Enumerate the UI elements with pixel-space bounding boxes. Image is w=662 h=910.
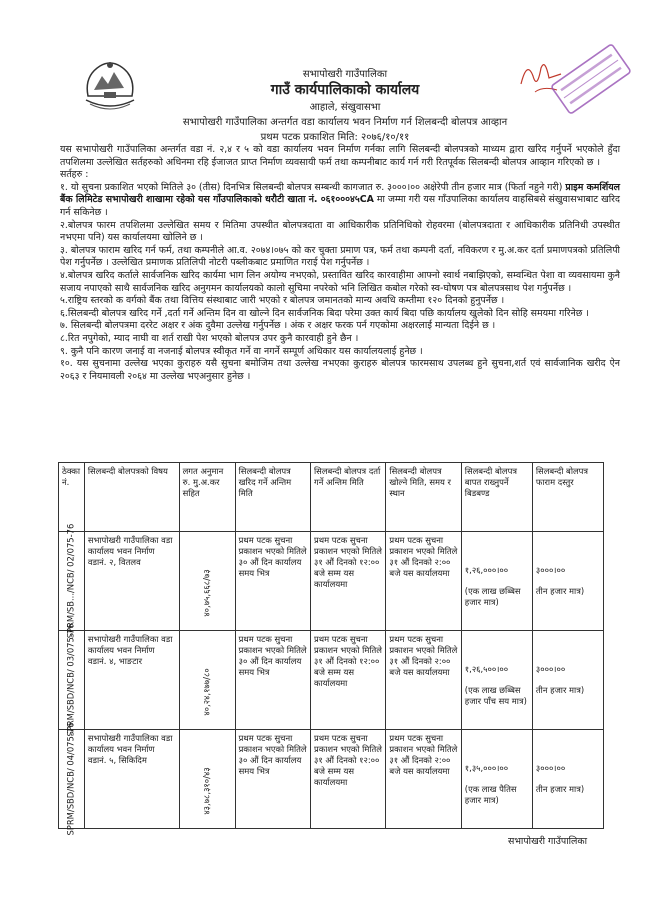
contract-no: SPRM/SBD/NCB/ 03/075-76	[65, 623, 76, 737]
contract-no-cell	[59, 722, 85, 836]
form-fee-amount: ३०००।००	[535, 763, 566, 773]
bid-bond-cell	[461, 532, 532, 631]
form-fee-words: तीन हजार मात्र)	[535, 586, 585, 596]
header-register-deadline: सिलबन्दी बोलपत्र दर्ता गर्ने अन्तिम मिति	[311, 463, 386, 532]
form-fee-amount: ३०००।००	[535, 664, 566, 674]
notice-title: सभापोखरी गाउँपालिका अन्तर्गत वडा कार्यालय भवन निर्माण गर्न शिलबन्दी बोलपत्र आव्हान	[182, 117, 508, 128]
table-row	[59, 532, 604, 631]
tender-table	[58, 462, 604, 836]
intro-paragraph: यस सभापोखरी गाउँपालिका अन्तर्गत वडा नं. २,४ र ५ को वडा कार्यालय भवन निर्माण गर्नका लागि सिलबन्दी बोलपत्रको माध्यम द्वारा खरिद गर्नुपर्ने भएकोले हुँदा तपशिलमा उल्लेखित सर्तहरुको अधिनमा रहि ईजाजत प्राप्त निर्माण व्यवसायी फर्म तथा कम्पनीबाट कार्य गर्न गरी रितपूर्वक सिलबन्दी बोलपत्र आव्हान गरिएको छ ।	[60, 144, 620, 168]
purchase-deadline-cell: प्रथम पटक सुचना प्रकाशन भएको मितिले ३० औं दिन कार्यालय समय भित्र	[235, 730, 310, 829]
table-row	[59, 730, 604, 829]
register-deadline-cell: प्रथम पटक सुचना प्रकाशन भएको मितिले ३१ औं दिनको १२:०० बजे सम्म यस कार्यालयमा	[311, 532, 386, 631]
estimate-cell	[179, 532, 235, 631]
office-address: आहाले, संखुवासभा	[309, 102, 381, 113]
purchase-deadline-cell: प्रथम पटक सुचना प्रकाशन भएको मितिले ३० औं दिन कार्यालय समय भित्र	[235, 532, 310, 631]
header-purchase-deadline: सिलबन्दी बोलपत्र खरिद गर्ने अन्तिम मिति	[235, 463, 310, 532]
table-header-row	[59, 463, 604, 532]
estimate-value: ४०,७५,६६८/७३	[201, 569, 212, 617]
publication-date: प्रथम पटक प्रकाशित मिति: २०७६/१०/११	[260, 132, 410, 143]
bid-bond-amount: १,२६,५००।००	[464, 664, 509, 674]
opening-cell: प्रथम पटक सुचना प्रकाशन भएको मितिले ३१ औं दिनको २:०० बजे यस कार्यालयमा	[386, 631, 461, 730]
condition-3: ३. बोलपत्र फाराम खरिद गर्न फर्म, तथा कम्पनीले आ.व. २०७४।०७५ को कर चुक्ता प्रमाण पत्र, फर्म तथा कम्पनी दर्ता, नविकरण र मु.अ.कर दर्ता प्रमाणपत्रको प्रतिलिपी पेश गर्नुपर्नेछ । उल्लेखित प्रमाणक प्रतिलिपी नोटरी पब्लीकबाट प्रमाणित गराई पेश गर्नुपर्नेछ ।	[60, 244, 620, 269]
bid-bond-amount: १,२६,०००।००	[464, 565, 509, 575]
register-deadline-cell: प्रथम पटक सुचना प्रकाशन भएको मितिले ३१ औं दिनको १२:०० बजे सम्म यस कार्यालयमा	[311, 631, 386, 730]
condition-8: ८.रित नपुगेको, म्याद नाघी वा शर्त राखी पेश भएको बोलपत्र उपर कुनै कारवाही हुने छैन ।	[60, 332, 359, 344]
register-deadline-cell: प्रथम पटक सुचना प्रकाशन भएको मितिले ३१ औं दिनको १२:०० बजे सम्म यस कार्यालयमा	[311, 730, 386, 829]
form-fee-cell	[532, 631, 603, 730]
condition-1-a: १. यो सुचना प्रकाशित भएको मितिले ३० (तीस) दिनभित्र सिलबन्दी बोलपत्र सम्बन्धी कागजात रु. ३०००।०० अक्षेरेपी तीन हजार मात्र (फिर्ता नहुने गरी)	[60, 181, 563, 193]
contract-no: SPRM/SBD/NCB/ 04/075-76	[65, 722, 76, 836]
contract-no-cell	[59, 623, 85, 737]
purchase-deadline-cell: प्रथम पटक सुचना प्रकाशन भएको मितिले ३० औं दिन कार्यालय समय भित्र	[235, 631, 310, 730]
estimate-cell	[179, 730, 235, 829]
form-fee-cell	[532, 730, 603, 829]
opening-cell: प्रथम पटक सुचना प्रकाशन भएको मितिले ३१ औं दिनको २:०० बजे यस कार्यालयमा	[386, 532, 461, 631]
government-emblem-icon	[82, 56, 138, 116]
condition-10: १०. यस सुचनामा उल्लेख भएका कुराहरु यसै सुचना बमोजिम तथा उल्लेख नभएका कुराहरु बोलपत्र फारमसाथ उपलब्ध हुने सुचना,शर्त एवं सार्वजानिक खरीद ऐन २०६३ र नियमावली २०६४ मा उल्लेख भएअनुसार हुनेछ ।	[60, 358, 620, 382]
form-fee-words: तीन हजार मात्र)	[535, 784, 585, 794]
bid-bond-words: (एक लाख छब्बिस हजार मात्र)	[464, 586, 521, 607]
bank-account-text: प्राइम कमर्शियल बैंक लिमिटेड सभापोखरी शाखामा रहेको यस गाँउपालिकाको धरौटी खाता नं. ०६१०००४५CA	[60, 181, 620, 206]
official-stamp-icon	[548, 36, 634, 122]
footer-signature-text: सभापोखरी गाउँपालिका	[508, 836, 588, 847]
office-title: गाउँ कार्यपालिकाको कार्यालय	[270, 82, 420, 98]
subject-cell: सभापोखरी गाउँपालिका वडा कार्यालय भवन निर्माण वडानं. ४, भाङटार	[84, 631, 179, 730]
conditions-title: सर्तहरु :	[60, 169, 89, 181]
table-row	[59, 631, 604, 730]
form-fee-words: तीन हजार मात्र)	[535, 685, 585, 695]
bid-bond-cell	[461, 730, 532, 829]
header-estimate: लगत अनुमान रु. मु.अ.कर सहित	[179, 463, 235, 532]
bid-bond-words: (एक लाख पैतिस हजार मात्र)	[464, 784, 517, 805]
contract-no: SPRM/SB.../NCB/ 02/075-76	[65, 523, 76, 639]
estimate-cell	[179, 631, 235, 730]
condition-4: ४.बोलपत्र खरिद कर्ताले सार्वजनिक खरिद कार्यमा भाग लिन अयोग्य नभएको, प्रस्तावित खरिद कारवाहीमा आफ्नो स्वार्थ नबाझिएको, सम्वन्धित पेशा वा व्यवसायमा कुनै सजाय नपाएको साथै सार्वजनिक खरिद अनुगमन कार्यालयको कालो सुचिमा नपरेको भनि लिखित कबोल गरेको स्व-घोषण पत्र बोलपत्रसाथ पेश गर्नुपर्नेछ ।	[60, 269, 620, 294]
condition-6: ६.सिलबन्दी बोलपत्र खरिद गर्ने ,दर्ता गर्ने अन्तिम दिन वा खोल्ने दिन सार्वजनिक बिदा परेमा उक्त कार्य बिदा पछि कार्यालय खुलेको दिन सोहि समयमा गरिनेछ ।	[60, 307, 589, 319]
condition-1-c: मा जम्मा गरी यस गाँउपालिका कार्यालय वाहसिबसे संखुवासभाबाट खरिद गर्न सकिनेछ ।	[60, 194, 620, 218]
condition-9: ९. कुनै पनि कारण जनाई वा नजनाई बोलपत्र स्वीकृत गर्ने वा नगर्ने सम्पूर्ण अधिकार यस कार्यालयलाई हुनेछ ।	[60, 345, 423, 357]
header-form-fee: सिलबन्दी बोलपत्र फाराम दस्तुर	[532, 463, 603, 532]
header-contract-no: ठेक्का नं.	[59, 463, 85, 532]
header-subject: सिलबन्दी बोलपत्रको विषय	[84, 463, 179, 532]
bid-bond-cell	[461, 631, 532, 730]
bid-bond-amount: १,३५,०००।००	[464, 763, 509, 773]
estimate-value: ४०,२४,१७७/८०	[201, 668, 212, 716]
bid-bond-words: (एक लाख छब्बिस हजार पाँच सय मात्र)	[464, 685, 527, 706]
form-fee-cell	[532, 532, 603, 631]
opening-cell: प्रथम पटक सुचना प्रकाशन भएको मितिले ३१ औं दिनको २:०० बजे यस कार्यालयमा	[386, 730, 461, 829]
header-opening: सिलबन्दी बोलपत्र खोल्ने मिति, समय र स्थान	[386, 463, 461, 532]
subject-cell: सभापोखरी गाउँपालिका वडा कार्यालय भवन निर्माण वडानं. ५, सिकिदिम	[84, 730, 179, 829]
subject-cell: सभापोखरी गाउँपालिका वडा कार्यालय भवन निर्माण वडानं. २, वितलव	[84, 532, 179, 631]
condition-5: ५.राष्ट्रिय स्तरको क वर्गको बैंक तथा वित्तिय संस्थाबाट जारी भएको र बोलपत्र जमानतको मान्य अवधि कम्तीमा १२० दिनको हुनुपर्नेछ ।	[60, 295, 505, 307]
notice-body	[60, 144, 620, 383]
form-fee-amount: ३०००।००	[535, 565, 566, 575]
condition-1	[60, 182, 620, 220]
contract-no-cell	[59, 523, 85, 639]
condition-7: ७. सिलबन्दी बोलपत्रमा दररेट अक्षर र अंक दुवैमा उल्लेख गर्नुपर्नेछ । अंक र अक्षर फरक पर्न गएकोमा अक्षरलाई मान्यता दिईने छ ।	[60, 320, 496, 332]
municipality-name: सभापोखरी गाउँपालिका	[302, 69, 388, 80]
condition-2: २.बोलपत्र फारम तपशिलमा उल्लेखित समय र मितिमा उपस्थीत बोलपत्रदाता वा आधिकारीक प्रतिनिधिको रोहवरमा (बोलपत्रदाता र आधिकारीक प्रतिनिधी उपस्थीत नभएमा पनि) यस कार्यालयमा खोलिने छ ।	[60, 219, 620, 244]
estimate-value: ४३,७८,३१०/४३	[201, 767, 212, 815]
header-bid-bond: सिलबन्दी बोलपत्र बापत राख्नुपर्ने बिडबण्ड	[461, 463, 532, 532]
